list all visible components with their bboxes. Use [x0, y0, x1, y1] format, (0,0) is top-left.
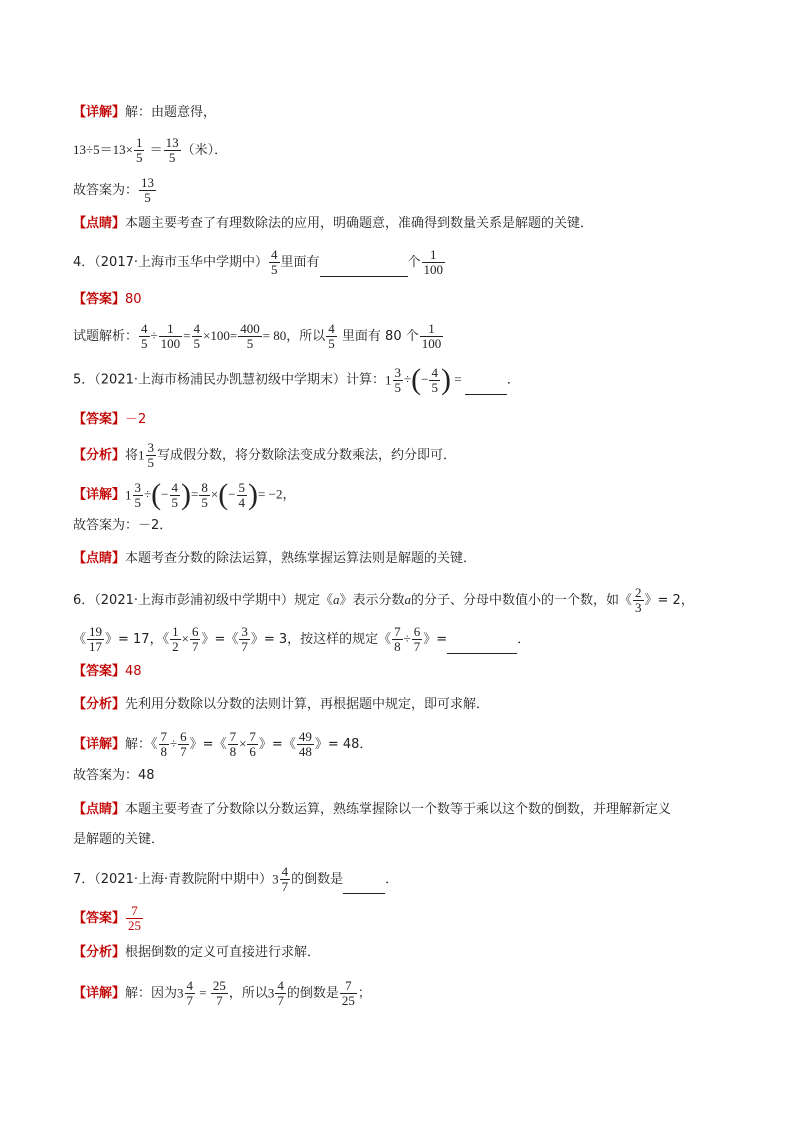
q5-comment-text: 本题考查分数的除法运算，熟练掌握运算法则是解题的关键．: [125, 551, 477, 566]
q6-detail-a: 解：《: [125, 737, 158, 752]
equals-sign: =: [183, 328, 191, 343]
detail-tag: 【详解】: [73, 105, 126, 120]
q7-detail-a: 解：因为: [125, 986, 178, 1001]
q4-suffix: 个: [407, 255, 421, 270]
q3-comment: [73, 214, 734, 234]
q5-final-text: 故答案为：－2．: [73, 518, 173, 533]
q7-analysis: [73, 943, 734, 963]
q5-question: 5．（2021·上海市杨浦民办凯慧初级中学期末）计算：1 $\frac{3}{5}$ ÷(− $\frac{4}{5}$ ) = ．: [73, 363, 520, 396]
mixed-1-3-5: 1 $\frac{3}{5}$: [385, 364, 401, 395]
q5-final: [73, 516, 734, 536]
q6-final-text: 故答案为：48: [73, 768, 155, 783]
fraction-13-5: $\frac{13}{5}$: [141, 175, 155, 205]
q5-detail-result: = −2，: [258, 486, 296, 502]
q4-solution: [73, 322, 734, 351]
q6-answer-line: [73, 662, 734, 682]
q6-final: [73, 766, 734, 786]
q6-detail-end: 》= 48．: [314, 737, 373, 752]
q6-prefix: 6．（2021·上海市彭浦初级中学期中）规定《: [73, 593, 333, 608]
fraction-19-17: $\frac{19}{17}$: [89, 624, 103, 654]
q6-question-line-2: 《 $\frac{19}{17}$ 》= 17，《 $\frac{1}{2}$ × $\frac{6}{7}$ 》=《 $\frac{3}{7}$ 》= 3，按这样的规定《 $\frac{7}{8}$ ÷ $\frac{6}{7}$ 》= ．: [73, 624, 531, 654]
alpha-symbol: a: [333, 592, 340, 607]
q3-calc-a: 13÷5＝13×: [73, 142, 133, 157]
q5-comment: [73, 549, 734, 569]
q4-answer: 80: [125, 292, 142, 307]
q6-comment-line-2: [73, 830, 734, 850]
comment-tag: 【点睛】: [73, 216, 126, 231]
fraction-6-7: $\frac{6}{7}$: [191, 624, 199, 654]
answer-blank: [343, 879, 385, 894]
q6-ex4-end: 》=: [423, 632, 448, 647]
q6-analysis-text: 先利用分数除以分数的法则计算，再根据题中规定，即可求解．: [125, 697, 490, 712]
fraction-5-4: $\frac{5}{4}$: [238, 479, 246, 510]
q3-calc-b: ＝: [149, 142, 163, 157]
q6-comment-line-1: [73, 800, 734, 820]
q6-mid2: 的分子、分母中数值小的一个数，如《: [411, 593, 633, 608]
q6-comment-2: 是解题的关键．: [73, 832, 165, 847]
mixed-1-3-5: 1 $\frac{3}{5}$: [138, 440, 155, 470]
q7-detail-c: 的倒数是: [286, 986, 339, 1001]
answer-tag: 【答案】: [73, 664, 126, 679]
q3-unit: （米）．: [181, 143, 228, 158]
fraction-1-100: $\frac{1}{100}$: [423, 247, 444, 277]
fraction-7-8: $\frac{7}{8}$: [394, 624, 401, 654]
divide-sign: ÷: [150, 328, 158, 343]
q7-suffix: 的倒数是: [291, 872, 344, 887]
q5-detail: 【详解】1 $\frac{3}{5}$ ÷(− $\frac{4}{5}$ )= $\frac{8}{5}$ ×(− $\frac{5}{4}$ )= −2，: [73, 478, 296, 511]
equals-80: = 80: [262, 328, 287, 343]
times-100: ×100: [203, 328, 230, 343]
q5-answer-line: [73, 410, 734, 430]
fraction-1-100: $\frac{1}{100}$: [160, 321, 181, 351]
fraction-8-5: $\frac{8}{5}$: [201, 479, 208, 510]
q6-answer: 48: [125, 664, 142, 679]
fraction-7-25: $\frac{7}{25}$: [128, 903, 142, 933]
mixed-1-3-5: 1 $\frac{3}{5}$: [125, 479, 142, 510]
fraction-1-2: $\frac{1}{2}$: [172, 624, 179, 654]
alpha-symbol: a: [404, 592, 412, 607]
q5-analysis-b: 写成假分数，将分数除法变成分数乘法，约分即可．: [157, 448, 457, 463]
q7-question: 7．（2021·上海·青教院附中期中）3 $\frac{4}{7}$ 的倒数是 ．: [73, 864, 399, 894]
fraction-4-5: $\frac{4}{5}$: [141, 321, 148, 351]
q5-prefix: 5．（2021·上海市杨浦民办凯慧初级中学期末）计算：: [73, 372, 385, 388]
fraction-4-5: $\frac{4}{5}$: [193, 321, 200, 351]
analysis-tag: 【分析】: [73, 697, 126, 712]
q3-final-prefix: 故答案为：: [73, 183, 139, 198]
answer-blank: [447, 639, 517, 654]
q7-detail: 【详解】解：因为3 $\frac{4}{7}$ = $\frac{25}{7}$ ，所以3 $\frac{4}{7}$ 的倒数是 $\frac{7}{25}$ ；: [73, 978, 371, 1008]
q4-result-mid: 里面有 80 个: [337, 329, 419, 344]
fraction-4-5: $\frac{4}{5}$: [271, 247, 278, 277]
q6-ex2-end: 》= 17，《: [105, 632, 170, 647]
comment-tag: 【点睛】: [73, 802, 126, 817]
q6-analysis: [73, 695, 734, 715]
q3-detail-intro: 解：由题意得，: [125, 105, 217, 120]
q5-answer: －2: [125, 412, 147, 427]
q3-final-answer: [73, 176, 734, 205]
fraction-3-7: $\frac{3}{7}$: [241, 624, 248, 654]
q7-analysis-text: 根据倒数的定义可直接进行求解．: [125, 945, 321, 960]
q6-question-line-1: [73, 586, 734, 615]
detail-tag: 【详解】: [73, 737, 126, 752]
answer-tag: 【答案】: [73, 412, 126, 427]
q4-analysis-label: 试题解析：: [73, 329, 139, 344]
q7-prefix: 7．（2021·上海·青教院附中期中）: [73, 872, 273, 887]
detail-tag: 【详解】: [73, 986, 126, 1001]
q7-detail-b: ，所以: [228, 986, 268, 1001]
fraction-7-6: $\frac{7}{6}$: [249, 729, 256, 759]
fraction-1-100: $\frac{1}{100}$: [421, 321, 442, 351]
q4-result-text: ，所以: [286, 329, 326, 344]
mixed-3-4-7: 3 $\frac{4}{7}$: [267, 978, 284, 1008]
q6-mid: 》表示分数: [339, 593, 405, 608]
fraction-7-25: $\frac{7}{25}$: [341, 978, 355, 1008]
q6-ex1-end: 》= 2，: [644, 593, 694, 608]
detail-tag: 【详解】: [73, 487, 126, 503]
fraction-49-48: $\frac{49}{48}$: [298, 729, 312, 759]
q4-question: [73, 248, 734, 277]
equals-sign: =: [229, 328, 238, 343]
analysis-tag: 【分析】: [73, 448, 126, 463]
answer-blank: [320, 262, 408, 277]
mixed-3-4-7: 3 $\frac{4}{7}$: [272, 864, 289, 894]
q6-comment-1: 本题主要考查了分数除以分数运算，熟练掌握除以一个数等于乘以这个数的倒数，并理解新定义: [125, 802, 672, 817]
q5-analysis: [73, 441, 734, 470]
fraction-13-5: $\frac{13}{5}$: [165, 135, 179, 165]
q7-answer-line: [73, 904, 734, 933]
answer-tag: 【答案】: [73, 911, 126, 926]
q5-analysis-a: 将: [125, 448, 139, 463]
analysis-tag: 【分析】: [73, 945, 126, 960]
fraction-4-5: $\frac{4}{5}$: [328, 321, 335, 351]
q4-prefix: 4．（2017·上海市玉华中学期中）: [73, 255, 268, 270]
q3-comment-text: 本题主要考查了有理数除法的应用，明确题意，准确得到数量关系是解题的关键．: [125, 216, 594, 231]
q3-calculation: [73, 136, 734, 165]
q6-detail: 【详解】解：《 $\frac{7}{8}$ ÷ $\frac{6}{7}$ 》=《 $\frac{7}{8}$ × $\frac{7}{6}$ 》=《 $\frac{49}{48}$ 》= 48．: [73, 729, 373, 759]
fraction-4-5: $\frac{4}{5}$: [431, 364, 438, 395]
q7-detail-end: ；: [357, 986, 371, 1001]
fraction-2-3: $\frac{2}{3}$: [635, 585, 642, 615]
answer-tag: 【答案】: [73, 292, 126, 307]
q6-ex3-end: 》= 3，按这样的规定《: [250, 632, 392, 647]
mixed-3-4-7: 3 $\frac{4}{7}$: [177, 978, 194, 1008]
q3-detail-line: [73, 103, 734, 123]
fraction-400-5: $\frac{400}{5}$: [240, 321, 260, 351]
q4-mid: 里面有: [280, 255, 320, 270]
comment-tag: 【点睛】: [73, 551, 126, 566]
fraction-1-5: $\frac{1}{5}$: [135, 135, 143, 165]
answer-blank: [465, 380, 507, 395]
q4-answer-line: [73, 290, 734, 310]
fraction-6-7: $\frac{6}{7}$: [413, 624, 421, 654]
fraction-25-7: $\frac{25}{7}$: [212, 978, 226, 1008]
